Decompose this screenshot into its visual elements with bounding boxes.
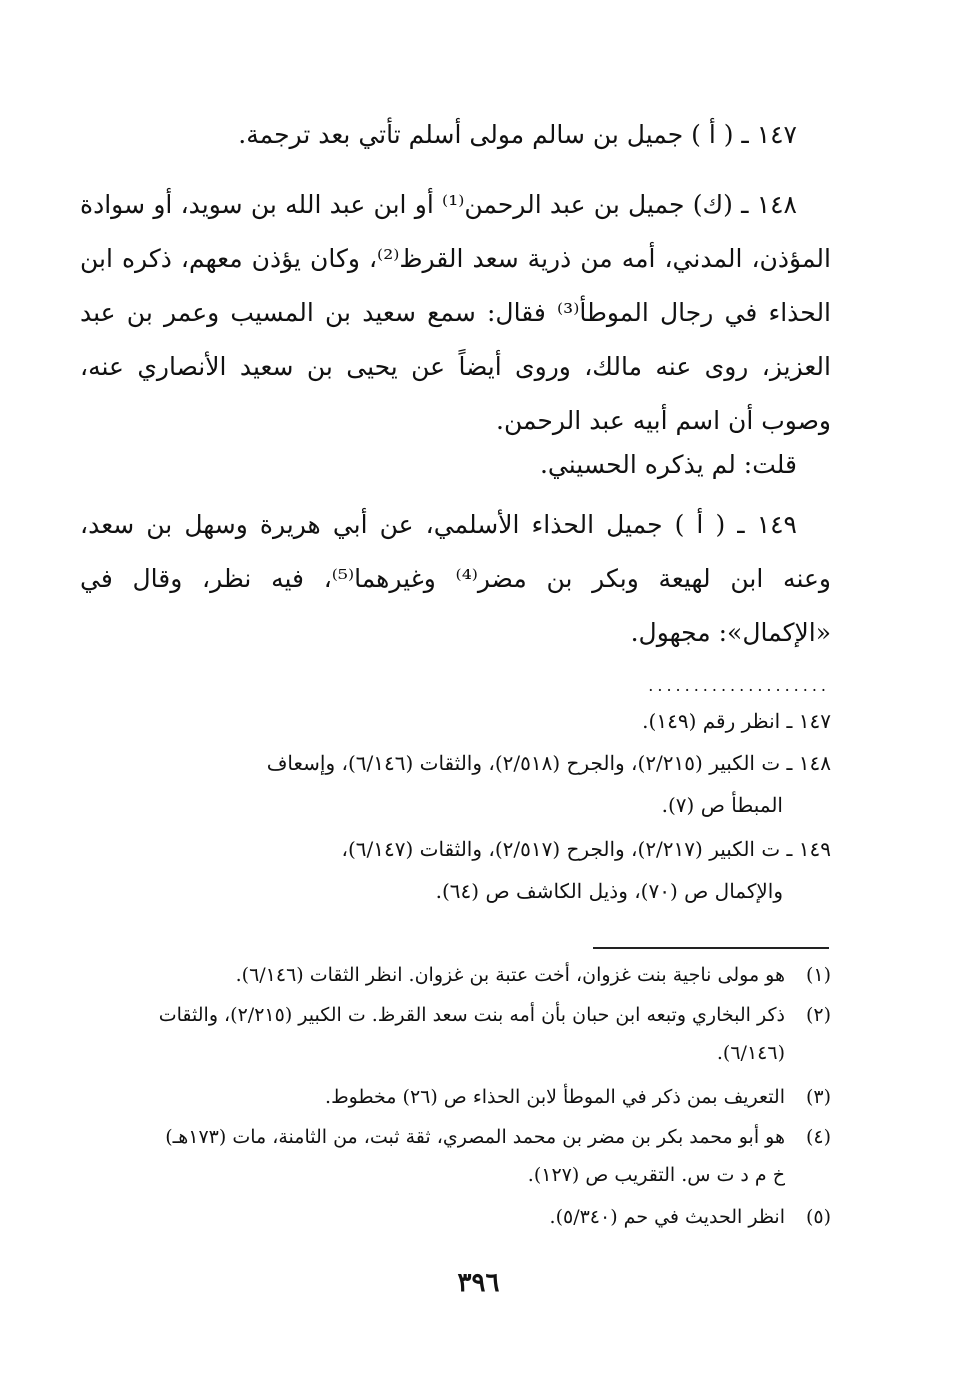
footnote-4 (80, 1118, 831, 1194)
footnote-number: (٢) (805, 1004, 831, 1026)
reference-149 (80, 828, 831, 912)
reference-149-line1: ١٤٩ ـ ت الكبير (٢/٢١٧)، والجرح (٢/٥١٧)، والثقات (٦/١٤٧)، (341, 837, 831, 861)
footnote-2 (80, 996, 831, 1072)
footnote-continuation: خ م د ت س. التقريب ص (١٢٧). (527, 1164, 785, 1186)
footnote-number: (٤) (805, 1126, 831, 1148)
footnote-3 (80, 1078, 831, 1116)
footnote-text: هو أبو محمد بكر بن مضر بن محمد المصري، ثقة ثبت، من الثامنة، مات (١٧٣هـ) (165, 1126, 785, 1148)
reference-148 (80, 742, 831, 826)
footnote-separator (593, 947, 829, 949)
footnote-text: انظر الحديث في حم (٥/٣٤٠). (549, 1206, 785, 1228)
reference-149-line2: والإكمال ص (٧٠)، وذيل الكاشف ص (٦٤). (435, 879, 783, 903)
footnote-5 (80, 1198, 831, 1236)
footnote-1 (80, 956, 831, 994)
entry-149: ١٤٩ ـ ( أ ) جميل الحذاء الأسلمي، عن أبي هريرة وسهل بن سعد، وعنه ابن لهيعة وبكر بن مضر⁽⁴⁾ وغيرهما⁽⁵⁾، فيه نظر، وقال في «الإكمال»: مجهول. (80, 510, 831, 647)
reference-148-line2: المبطأ ص (٧). (661, 793, 783, 817)
footnote-text: ذكر البخاري وتبعه ابن حبان بأن أمه بنت سعد القرظ. ت الكبير (٢/٢١٥)، والثقات (158, 1004, 785, 1026)
footnote-continuation: (٦/١٤٦). (716, 1042, 785, 1064)
reference-148-line1: ١٤٨ ـ ت الكبير (٢/٢١٥)، والجرح (٢/٥١٨)، والثقات (٦/١٤٦)، وإسعاف (266, 751, 831, 775)
reference-147 (80, 700, 831, 742)
entry-148: ١٤٨ ـ (ك) جميل بن عبد الرحمن⁽¹⁾ أو ابن عبد الله بن سويد، أو سوادة المؤذن، المدني، أمه من ذرية سعد القرظ⁽²⁾، وكان يؤذن معهم، ذكره ابن الحذاء في رجال الموطأ⁽³⁾ فقال: سمع سعيد بن المسيب وعمر بن عبد العزيز، روى عنه مالك، وروى أيضاً عن يحيى بن سعيد الأنصاري عنه، وصوب أن اسم أبيه عبد الرحمن. (80, 190, 832, 435)
footnote-text: هو مولى ناجية بنت غزوان، أخت عتبة بن غزوان. انظر الثقات (٦/١٤٦). (235, 964, 785, 986)
footnote-number: (١) (805, 964, 831, 986)
section-divider-dots: .................... (648, 676, 830, 695)
page-number: ٣٩٦ (457, 1268, 500, 1298)
reference-147-text: ١٤٧ ـ انظر رقم (١٤٩). (642, 709, 831, 733)
footnote-text: التعريف بمن ذكر في الموطأ لابن الحذاء ص (٢٦) مخطوط. (325, 1086, 785, 1108)
entry-148-note: قلت: لم يذكره الحسيني. (539, 450, 797, 479)
entry-147: ١٤٧ ـ ( أ ) جميل بن سالم مولى أسلم تأتي بعد ترجمة. (238, 120, 797, 149)
footnote-number: (٥) (805, 1206, 831, 1228)
footnote-number: (٣) (805, 1086, 831, 1108)
